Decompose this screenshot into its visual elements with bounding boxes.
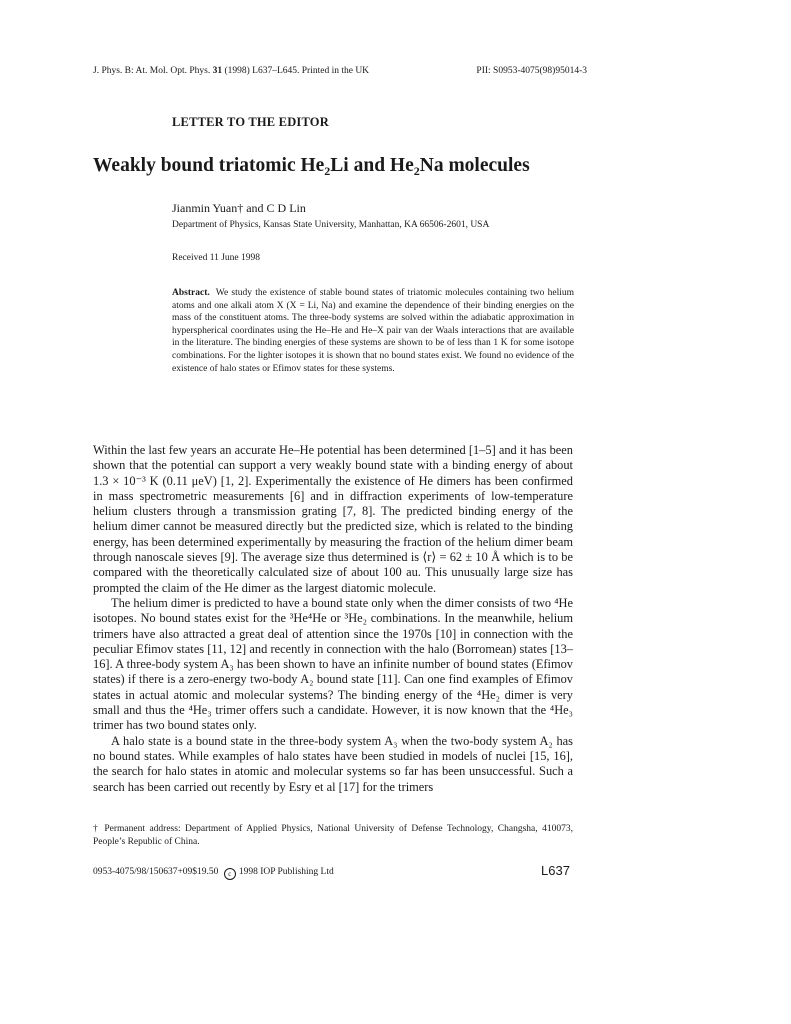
article-code: 0953-4075/98/150637+09$19.50 <box>93 867 219 877</box>
footer-info <box>93 867 334 880</box>
affiliation: Department of Physics, Kansas State University, Manhattan, KA 66506-2601, USA <box>172 220 490 230</box>
volume-number: 31 <box>212 66 223 76</box>
received-date: Received 11 June 1998 <box>172 253 261 263</box>
section-label: LETTER TO THE EDITOR <box>172 115 329 129</box>
running-head <box>93 66 587 76</box>
body-paragraph: A halo state is a bound state in the three-body system A₃ when the two-body system A₂ has no bound states. While examples of halo states have been studied in models of nuclei [15, 16], the search for halo states in atomic and molecular systems so far has been unsuccessful. Such a search has been carried out recently by Esry et al [17] for the trimers <box>93 733 573 794</box>
abstract <box>172 287 574 375</box>
pii-code: PII: S0953-4075(98)95014-3 <box>476 66 587 76</box>
body-paragraph: Within the last few years an accurate He–He potential has been determined [1–5] and it has been shown that the potential can support a very weakly bound state with a binding energy of about 1.3 × 10⁻³ K (0.11 μeV) [1, 2]. Experimentally the existence of He dimers has been confirmed in mass spectrometric measurements [6] and in diffraction experiments of low-temperature helium clusters through a transmission grating [7, 8]. The predicted binding energy of the helium dimer cannot be measured directly but the predicted size, which is related to the binding energy, has been determined experimentally by measuring the fraction of the helium dimer beam through nanoscale sieves [9]. The average size thus determined is ⟨r⟩ = 62 ± 10 Å which is to be compared with the theoretically calculated size of about 100 au. This unusually large size has prompted the claim of the He dimer as the largest diatomic molecule. <box>93 443 573 595</box>
paper-title: Weakly bound triatomic $He_2Li$ and $He_2Na$ molecules <box>93 155 530 178</box>
footnote: † Permanent address: Department of Applied Physics, National University of Defense Technology, Changsha, 410073, People’s Republic of China. <box>93 824 573 847</box>
journal-citation: J. Phys. B: At. Mol. Opt. Phys. 31 (1998) L637–L645. Printed in the UK <box>93 66 370 76</box>
copyright-icon: c <box>224 868 236 880</box>
abstract-label: Abstract. <box>172 288 210 298</box>
page-number: L637 <box>541 863 570 878</box>
body-paragraph: The helium dimer is predicted to have a bound state only when the dimer consists of two ⁴He isotopes. No bound states exist for the ³He⁴He or ³He₂ combinations. In the meanwhile, helium trimers have also attracted a great deal of attention since the 1970s [10] in connection with the peculiar Efimov states [11, 12] and recently in connection with the halo (Borromean) states [13–16]. A three-body system A₃ has been shown to have an infinite number of bound states (Efimov states) if there is a zero-energy two-body A₂ bound state [11]. Can one find examples of Efimov states in actual atomic and molecular systems? The binding energy of the ⁴He₂ dimer is very small and thus the ⁴He₃ trimer offers such a candidate. However, it is now known that the ⁴He₃ trimer has two bound states only. <box>93 595 573 733</box>
abstract-text: We study the existence of stable bound states of triatomic molecules containing two helium atoms and one alkali atom X (X = Li, Na) and examine the dependence of their binding energies on the mass of the constituent atoms. The three-body systems are solved within the adiabatic approximation in hyperspherical coordinates using the He–He and He–X pair van der Waals interactions that are available in the literature. The binding energies of these systems are shown to be of less than 1 K for some isotope combinations. For the lighter isotopes it is shown that no bound states exist. We found no evidence of the existence of halo states or Efimov states for these systems. <box>172 288 574 374</box>
body-text <box>93 443 573 795</box>
authors: Jianmin Yuan† and C D Lin <box>172 201 306 215</box>
publisher: 1998 IOP Publishing Ltd <box>238 867 334 877</box>
